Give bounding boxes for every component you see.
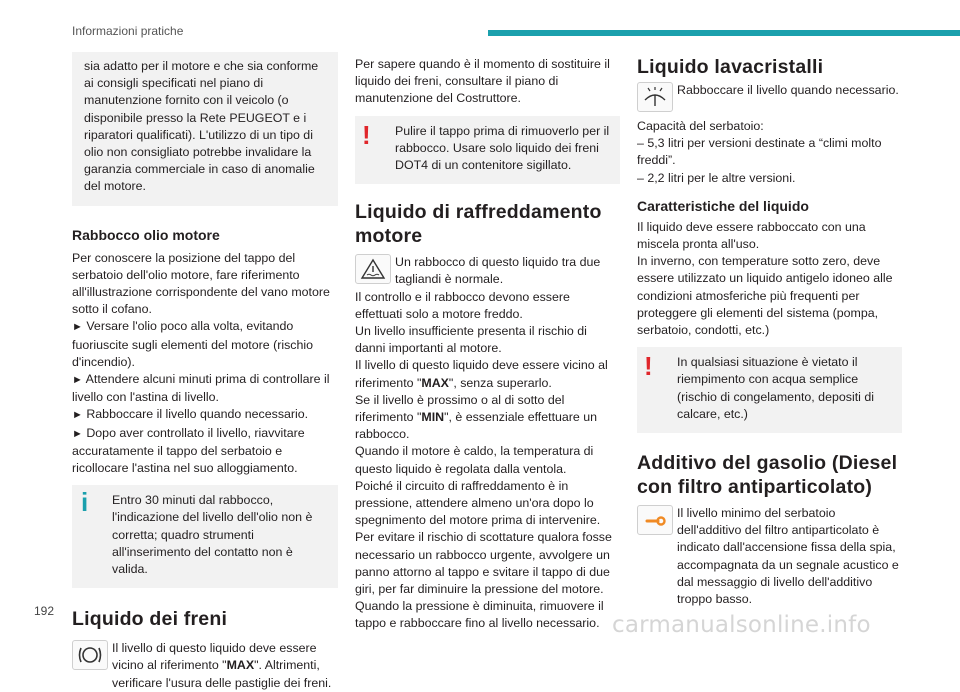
- oil-step-text: Versare l'olio poco alla volta, evitando fuoriuscite sugli elementi del motore (rischio d'incendio).: [72, 319, 314, 369]
- wrench-icon: [637, 505, 673, 535]
- coolant-text: Un livello insufficiente presenta il rischio di danni importanti al motore.: [355, 324, 587, 356]
- coolant-icon-text: Un rabbocco di questo liquido tra due tagliandi è normale.: [395, 255, 601, 287]
- page-number: 192: [34, 604, 55, 618]
- diesel-additive-heading: Additivo del gasolio (Diesel con filtro antiparticolato): [637, 452, 898, 499]
- info-box: [72, 485, 338, 588]
- coolant-text: Per evitare il rischio di scottature qualora fosse necessario un rabbocco urgente, avvolgere un panno attorno al tappo e svitare il tappo di due giri, per far diminuire la pressione del motore.: [355, 530, 612, 597]
- coolant-text: Poiché il circuito di raffreddamento è in pressione, attendere almeno un'ora dopo lo spegnimento del motore prima di intervenire.: [355, 478, 601, 528]
- info-icon: i: [81, 487, 89, 518]
- oil-step: [72, 406, 338, 424]
- diesel-row: [637, 505, 902, 608]
- oil-step-text: Attendere alcuni minuti prima di controllare il livello con l'astina di livello.: [72, 372, 330, 405]
- info-text: Entro 30 minuti dal rabbocco, l'indicazione del livello dell'olio non è corretta; quadro strumenti all'inserimento del contatto non è valida.: [112, 493, 313, 577]
- coolant-max-text: Il livello di questo liquido deve essere vicino al riferimento "MAX", senza superarlo.: [355, 358, 608, 390]
- coolant-heading: Liquido di raffreddamento motore: [355, 201, 602, 248]
- oil-note-text: sia adatto per il motore e che sia conforme ai consigli specificati nel piano di manutenzione fornito con il veicolo (o disponibile presso la Rete PEUGEOT e i riparatori qualificati). L'utilizzo di un tipo di olio non consigliato potrebbe invalidare la garanzia commerciale in caso di anomalie del motore.: [84, 59, 319, 194]
- column-left: [72, 52, 338, 692]
- oil-note-box: [72, 52, 338, 206]
- brake-fluid-text: Il livello di questo liquido deve essere vicino al riferimento "MAX". Altrimenti, verificare l'usura delle pastiglie dei freni.: [112, 641, 332, 690]
- coolant-warning-icon: [355, 254, 391, 284]
- oil-topup-heading: Rabbocco olio motore: [72, 226, 220, 243]
- coolant-row: [355, 254, 620, 288]
- coolant-text: Quando la pressione è diminuita, rimuovere il tappo e rabboccare fino al livello necessario.: [355, 599, 604, 631]
- warning-icon: !: [644, 351, 653, 382]
- capacity-label: Capacità del serbatoio:: [637, 119, 764, 133]
- column-middle: [355, 56, 620, 633]
- brake-warning-icon: [72, 640, 108, 670]
- coolant-text: Quando il motore è caldo, la temperatura di questo liquido è regolata dalla ventola.: [355, 444, 594, 476]
- washer-fluid-icon: [637, 82, 673, 112]
- column-right: [637, 56, 902, 608]
- arrow-right-icon: ►: [72, 321, 83, 334]
- coolant-text: Il controllo e il rabbocco devono essere effettuati solo a motore freddo.: [355, 289, 570, 321]
- coolant-min-text: Se il livello è prossimo o al di sotto del riferimento "MIN", è essenziale effettuare un rabbocco.: [355, 392, 598, 442]
- header-accent-bar: [488, 30, 960, 36]
- watermark: carmanualsonline.info: [612, 612, 871, 638]
- arrow-right-icon: ►: [72, 427, 83, 440]
- washer-icon-text: Rabboccare il livello quando necessario.: [677, 83, 899, 97]
- brake-fluid-row: [72, 640, 338, 692]
- spec-text: Il liquido deve essere rabboccato con una miscela pronta all'uso.: [637, 219, 866, 252]
- oil-step: [72, 425, 338, 478]
- oil-step: [72, 318, 338, 371]
- washer-fluid-heading: Liquido lavacristalli: [637, 56, 824, 78]
- capacity-item: – 2,2 litri per le altre versioni.: [637, 170, 796, 185]
- spec-text: In inverno, con temperature sotto zero, deve essere utilizzato un liquido antigelo idoneo alle condizioni atmosferiche più frequenti per proteggere gli elementi del sistema (pompa, serbatoio, condotti, etc.): [637, 254, 893, 338]
- warning-text: Pulire il tappo prima di rimuoverlo per il rabbocco. Usare solo liquido dei freni DOT4 di un contenitore sigillato.: [395, 123, 610, 173]
- section-title: Informazioni pratiche: [72, 24, 184, 38]
- spec-heading: Caratteristiche del liquido: [637, 197, 809, 214]
- oil-topup-intro: Per conoscere la posizione del tappo del serbatoio dell'olio motore, fare riferimento all'illustrazione corrispondente del vano motore sotto il cofano.: [72, 250, 330, 317]
- brake-replace-text: Per sapere quando è il momento di sostituire il liquido dei freni, consultare il piano di manutenzione del Costruttore.: [355, 57, 610, 106]
- warning-text: In qualsiasi situazione è vietato il riempimento con acqua semplice (rischio di congelamento, depositi di calcare, etc.): [677, 355, 874, 421]
- oil-step-text: Dopo aver controllato il livello, riavvitare accuratamente il tappo del serbatoio e ricollocare l'astina nel suo alloggiamento.: [72, 425, 305, 476]
- washer-row: [637, 82, 902, 114]
- warning-box: [637, 347, 902, 433]
- warning-icon: !: [362, 119, 371, 150]
- oil-step-text: Rabboccare il livello quando necessario.: [86, 407, 309, 422]
- arrow-right-icon: ►: [72, 374, 83, 387]
- arrow-right-icon: ►: [72, 409, 83, 422]
- oil-step: [72, 371, 338, 406]
- warning-box: [355, 116, 620, 185]
- brake-fluid-heading: Liquido dei freni: [72, 608, 228, 631]
- diesel-additive-text: Il livello minimo del serbatoio dell'additivo del filtro antiparticolato è indicato dall'accensione fissa della spia, accompagnata da un segnale acustico e dal messaggio di livello dell'additivo troppo basso.: [677, 506, 899, 607]
- capacity-item: – 5,3 litri per versioni destinate a “climi molto freddi”.: [637, 136, 882, 168]
